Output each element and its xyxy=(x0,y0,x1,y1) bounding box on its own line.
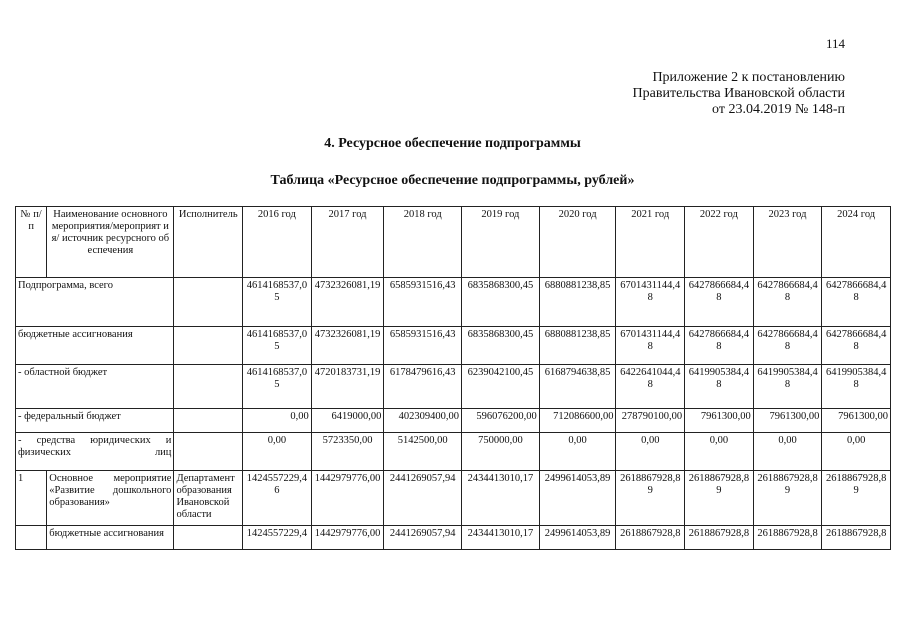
header-no: № п/п xyxy=(16,207,47,278)
value-cell: 6239042100,45 xyxy=(462,365,540,409)
value-cell: 4732326081,19 xyxy=(311,327,384,365)
table-row-federal xyxy=(16,409,891,433)
header-2021: 2021 год xyxy=(616,207,685,278)
value-cell: 6835868300,45 xyxy=(462,327,540,365)
value-cell: 0,00 xyxy=(753,433,822,471)
value-cell: 2618867928,8 xyxy=(822,526,891,550)
value-cell: 6419905384,48 xyxy=(685,365,754,409)
row-label: Подпрограмма, всего xyxy=(16,278,174,327)
value-cell: 2618867928,8 xyxy=(616,526,685,550)
value-cell: 750000,00 xyxy=(462,433,540,471)
value-cell: 4614168537,05 xyxy=(243,278,312,327)
row-label: - областной бюджет xyxy=(16,365,174,409)
value-cell: 6168794638,85 xyxy=(539,365,616,409)
executor-cell: Департамент образования Ивановской области xyxy=(174,471,243,526)
value-cell: 0,00 xyxy=(243,409,312,433)
value-cell: 1442979776,00 xyxy=(311,471,384,526)
value-cell: 6880881238,85 xyxy=(539,327,616,365)
value-cell: 2618867928,89 xyxy=(685,471,754,526)
appendix-line-1: Приложение 2 к постановлению xyxy=(652,70,845,85)
value-cell: 6427866684,48 xyxy=(822,327,891,365)
value-cell: 6427866684,48 xyxy=(822,278,891,327)
value-cell: 0,00 xyxy=(539,433,616,471)
header-2024: 2024 год xyxy=(822,207,891,278)
value-cell: 2499614053,89 xyxy=(539,471,616,526)
table-row-main-activity-1 xyxy=(16,471,891,526)
value-cell: 712086600,00 xyxy=(539,409,616,433)
appendix-line-3: от 23.04.2019 № 148-п xyxy=(712,102,845,117)
value-cell: 6427866684,48 xyxy=(685,327,754,365)
value-cell: 2434413010,17 xyxy=(462,526,540,550)
table-title: Таблица «Ресурсное обеспечение подпрограммы, рублей» xyxy=(270,173,635,188)
row-number xyxy=(16,526,47,550)
executor-cell xyxy=(174,409,243,433)
value-cell: 4732326081,19 xyxy=(311,278,384,327)
value-cell: 7961300,00 xyxy=(753,409,822,433)
value-cell: 4614168537,05 xyxy=(243,327,312,365)
executor-cell xyxy=(174,433,243,471)
table-header-row xyxy=(16,207,891,278)
header-2023: 2023 год xyxy=(753,207,822,278)
value-cell: 6585931516,43 xyxy=(384,278,462,327)
value-cell: 6427866684,48 xyxy=(685,278,754,327)
value-cell: 0,00 xyxy=(685,433,754,471)
value-cell: 6585931516,43 xyxy=(384,327,462,365)
row-label: бюджетные ассигнования xyxy=(16,327,174,365)
value-cell: 6419000,00 xyxy=(311,409,384,433)
value-cell: 5723350,00 xyxy=(311,433,384,471)
row-label: - федеральный бюджет xyxy=(16,409,174,433)
header-2016: 2016 год xyxy=(243,207,312,278)
value-cell: 278790100,00 xyxy=(616,409,685,433)
value-cell: 2618867928,8 xyxy=(753,526,822,550)
header-2020: 2020 год xyxy=(539,207,616,278)
value-cell: 6427866684,48 xyxy=(753,327,822,365)
value-cell: 402309400,00 xyxy=(384,409,462,433)
value-cell: 1424557229,46 xyxy=(243,471,312,526)
table-row-main-activity-1-budget xyxy=(16,526,891,550)
value-cell: 6427866684,48 xyxy=(753,278,822,327)
executor-cell xyxy=(174,327,243,365)
value-cell: 0,00 xyxy=(616,433,685,471)
value-cell: 6178479616,43 xyxy=(384,365,462,409)
value-cell: 2441269057,94 xyxy=(384,526,462,550)
table-row-total xyxy=(16,278,891,327)
value-cell: 2434413010,17 xyxy=(462,471,540,526)
value-cell: 2618867928,8 xyxy=(685,526,754,550)
resource-table xyxy=(15,206,891,550)
value-cell: 4720183731,19 xyxy=(311,365,384,409)
value-cell: 2618867928,89 xyxy=(616,471,685,526)
value-cell: 2441269057,94 xyxy=(384,471,462,526)
value-cell: 7961300,00 xyxy=(685,409,754,433)
value-cell: 6701431144,48 xyxy=(616,278,685,327)
value-cell: 1442979776,00 xyxy=(311,526,384,550)
header-name: Наименование основного мероприятия/мероприят ия/ источник ресурсного обеспечения xyxy=(47,207,174,278)
value-cell: 596076200,00 xyxy=(462,409,540,433)
row-number: 1 xyxy=(16,471,47,526)
value-cell: 6880881238,85 xyxy=(539,278,616,327)
page-number: 114 xyxy=(825,36,845,51)
executor-cell xyxy=(174,278,243,327)
value-cell: 7961300,00 xyxy=(822,409,891,433)
header-2019: 2019 год xyxy=(462,207,540,278)
value-cell: 1424557229,4 xyxy=(243,526,312,550)
row-label: бюджетные ассигнования xyxy=(47,526,174,550)
value-cell: 0,00 xyxy=(243,433,312,471)
row-label: Основное мероприятие «Развитие дошкольного образования» xyxy=(47,471,174,526)
section-title: 4. Ресурсное обеспечение подпрограммы xyxy=(324,136,581,151)
executor-cell xyxy=(174,365,243,409)
value-cell: 2618867928,89 xyxy=(822,471,891,526)
table-row-regional xyxy=(16,365,891,409)
value-cell: 6701431144,48 xyxy=(616,327,685,365)
table-row-legal-entities xyxy=(16,433,891,471)
header-2018: 2018 год xyxy=(384,207,462,278)
value-cell: 4614168537,05 xyxy=(243,365,312,409)
value-cell: 2618867928,89 xyxy=(753,471,822,526)
value-cell: 5142500,00 xyxy=(384,433,462,471)
value-cell: 6422641044,48 xyxy=(616,365,685,409)
header-executor: Исполнитель xyxy=(174,207,243,278)
header-2017: 2017 год xyxy=(311,207,384,278)
value-cell: 6419905384,48 xyxy=(822,365,891,409)
table-row-budget xyxy=(16,327,891,365)
value-cell: 0,00 xyxy=(822,433,891,471)
value-cell: 6835868300,45 xyxy=(462,278,540,327)
value-cell: 2499614053,89 xyxy=(539,526,616,550)
value-cell: 6419905384,48 xyxy=(753,365,822,409)
appendix-note xyxy=(633,70,845,118)
executor-cell xyxy=(174,526,243,550)
appendix-line-2: Правительства Ивановской области xyxy=(632,86,845,101)
header-2022: 2022 год xyxy=(685,207,754,278)
row-label: - средства юридических и физических лиц xyxy=(16,433,174,471)
